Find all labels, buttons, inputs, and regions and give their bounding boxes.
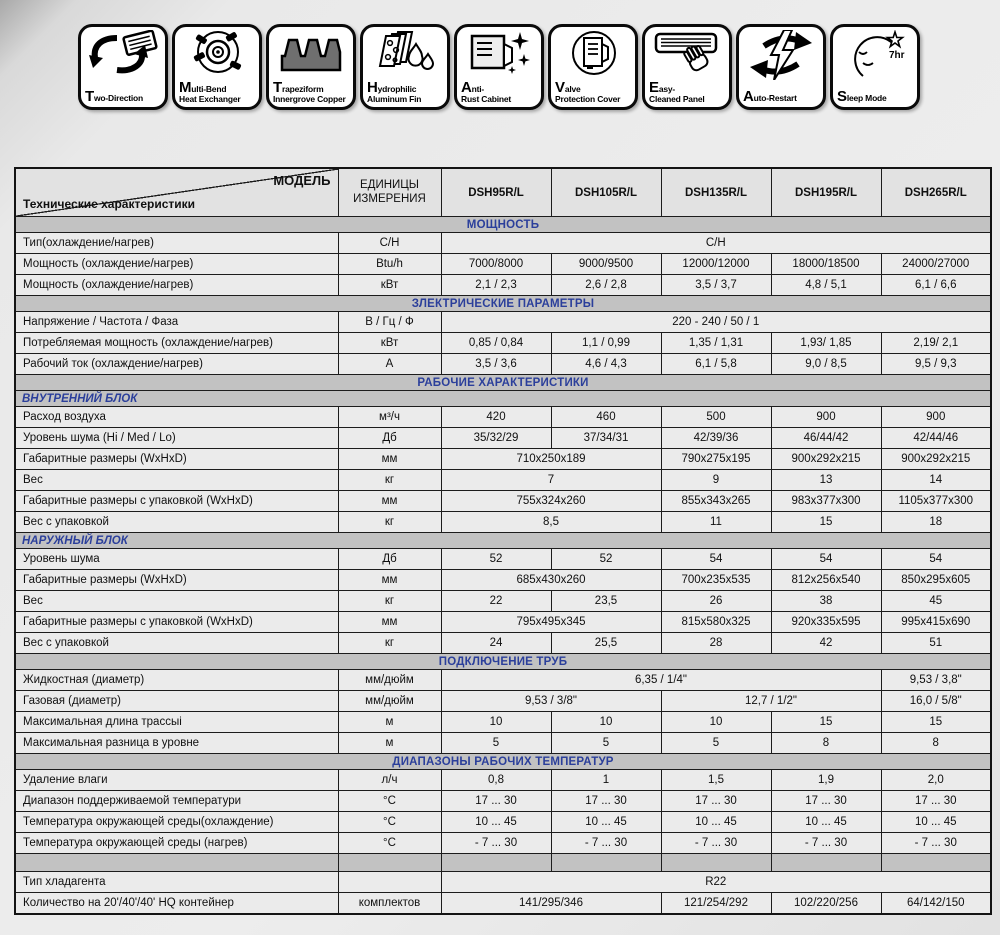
spec-value: 1,1 / 0,99: [551, 333, 661, 354]
spec-value: 24: [441, 633, 551, 654]
spec-unit: °С: [338, 812, 441, 833]
spacer-cell: [441, 854, 551, 872]
spec-value: 9,53 / 3,8": [881, 670, 991, 691]
spec-value: 13: [771, 470, 881, 491]
spec-unit: м: [338, 733, 441, 754]
spec-value: 9: [661, 470, 771, 491]
badge-trapeziform-innergrove-copper: [266, 24, 356, 110]
sleep-hours-text: 7hr: [889, 50, 905, 61]
spec-value: 1,9: [771, 770, 881, 791]
spec-value: 220 - 240 / 50 / 1: [441, 312, 991, 333]
spec-table: [14, 167, 992, 915]
subsection-row: [15, 533, 991, 549]
spec-value: 52: [441, 549, 551, 570]
spec-unit: кВт: [338, 333, 441, 354]
spec-unit: мм/дюйм: [338, 670, 441, 691]
spacer-cell: [771, 854, 881, 872]
spec-value: 10 ... 45: [441, 812, 551, 833]
spec-row: [15, 354, 991, 375]
spec-label: Температура окружающей среды(охлаждение): [15, 812, 338, 833]
spec-row: [15, 491, 991, 512]
spec-value: 3,5 / 3,7: [661, 275, 771, 296]
spec-value: 11: [661, 512, 771, 533]
spec-unit: мм: [338, 612, 441, 633]
spec-value: 812x256x540: [771, 570, 881, 591]
spec-value: 12000/12000: [661, 254, 771, 275]
spec-value: 17 ... 30: [551, 791, 661, 812]
spec-value: 9,53 / 3/8": [441, 691, 661, 712]
spec-unit: [338, 872, 441, 893]
model-characteristics-header-cell: [15, 168, 338, 217]
trapeziform-innergrove-copper-icon: [278, 30, 344, 74]
spec-unit: А: [338, 354, 441, 375]
spec-value: 54: [771, 549, 881, 570]
spec-value: 10 ... 45: [881, 812, 991, 833]
section-row: [15, 754, 991, 770]
spec-label: Расход воздуха: [15, 407, 338, 428]
spec-value: 8: [771, 733, 881, 754]
spec-value: 4,6 / 4,3: [551, 354, 661, 375]
badge-label: Valve Protection Cover: [555, 79, 621, 105]
spec-value: 6,1 / 6,6: [881, 275, 991, 296]
spec-unit: мм: [338, 449, 441, 470]
badge-auto-restart: [736, 24, 826, 110]
easy-cleaned-panel-icon: [652, 30, 722, 76]
badge-anti-rust-cabinet: [454, 24, 544, 110]
spec-unit: мм: [338, 491, 441, 512]
spec-unit: кг: [338, 591, 441, 612]
spec-label: Вес: [15, 591, 338, 612]
spec-value: 900x292x215: [771, 449, 881, 470]
spec-value: 500: [661, 407, 771, 428]
anti-rust-cabinet-icon: [466, 30, 532, 76]
spec-value: 2,6 / 2,8: [551, 275, 661, 296]
spec-value: 17 ... 30: [771, 791, 881, 812]
spec-row: [15, 791, 991, 812]
spec-value: R22: [441, 872, 991, 893]
spec-value: - 7 ... 30: [881, 833, 991, 854]
spec-value: 17 ... 30: [661, 791, 771, 812]
spec-value: 42: [771, 633, 881, 654]
model-column-header: DSH135R/L: [661, 168, 771, 217]
spec-value: 700x235x535: [661, 570, 771, 591]
badge-label: Trapeziform Innergrove Copper: [273, 79, 346, 105]
spec-row: [15, 470, 991, 491]
spec-row: [15, 449, 991, 470]
spec-row: [15, 333, 991, 354]
spec-unit: В / Гц / Ф: [338, 312, 441, 333]
spec-row: [15, 893, 991, 915]
spec-value: - 7 ... 30: [441, 833, 551, 854]
model-column-header: DSH265R/L: [881, 168, 991, 217]
spec-row: [15, 233, 991, 254]
spec-label: Напряжение / Частота / Фаза: [15, 312, 338, 333]
spec-row: [15, 812, 991, 833]
spec-unit: комплектов: [338, 893, 441, 915]
section-header: ДИАПАЗОНЫ РАБОЧИХ ТЕМПЕРАТУР: [15, 754, 991, 770]
spec-value: 795x495x345: [441, 612, 661, 633]
model-header-label: МОДЕЛЬ: [273, 173, 331, 188]
spec-value: 1105x377x300: [881, 491, 991, 512]
spec-label: Газовая (диаметр): [15, 691, 338, 712]
spec-unit: °С: [338, 791, 441, 812]
spec-row: [15, 712, 991, 733]
spec-label: Вес с упаковкой: [15, 512, 338, 533]
spec-value: 54: [661, 549, 771, 570]
spec-value: 10: [441, 712, 551, 733]
spec-row: [15, 570, 991, 591]
badge-two-direction: [78, 24, 168, 110]
spec-value: 121/254/292: [661, 893, 771, 915]
spec-label: Габаритные размеры (WxHxD): [15, 570, 338, 591]
spec-value: 4,8 / 5,1: [771, 275, 881, 296]
valve-protection-cover-icon: [560, 30, 626, 76]
spec-label: Рабочий ток (охлаждение/нагрев): [15, 354, 338, 375]
spec-value: 52: [551, 549, 661, 570]
section-row: [15, 375, 991, 391]
spec-row: [15, 670, 991, 691]
spec-value: 920x335x595: [771, 612, 881, 633]
badge-label: Easy- Cleaned Panel: [649, 79, 705, 105]
spec-label: Количество на 20'/40'/40' HQ контейнер: [15, 893, 338, 915]
spec-value: 38: [771, 591, 881, 612]
spec-value: 420: [441, 407, 551, 428]
badge-valve-protection-cover: [548, 24, 638, 110]
spec-value: - 7 ... 30: [551, 833, 661, 854]
spec-value: 64/142/150: [881, 893, 991, 915]
badge-label: Anti- Rust Cabinet: [461, 79, 512, 105]
spec-unit: кг: [338, 633, 441, 654]
spec-value: 2,19/ 2,1: [881, 333, 991, 354]
spec-value: 2,0: [881, 770, 991, 791]
spec-value: 28: [661, 633, 771, 654]
spec-label: Мощность (охлаждение/нагрев): [15, 275, 338, 296]
spec-value: 8,5: [441, 512, 661, 533]
section-header: РАБОЧИЕ ХАРАКТЕРИСТИКИ: [15, 375, 991, 391]
units-header: ЕДИНИЦЫ ИЗМЕРЕНИЯ: [338, 168, 441, 217]
spec-value: 900x292x215: [881, 449, 991, 470]
spec-value: 9000/9500: [551, 254, 661, 275]
spec-unit: Дб: [338, 549, 441, 570]
spec-label: Габаритные размеры с упаковкой (WxHxD): [15, 491, 338, 512]
spec-label: Диапазон поддерживаемой температури: [15, 791, 338, 812]
spec-value: 18000/18500: [771, 254, 881, 275]
spec-value: - 7 ... 30: [661, 833, 771, 854]
spec-row: [15, 633, 991, 654]
spacer-cell: [661, 854, 771, 872]
spec-value: 6,35 / 1/4": [441, 670, 881, 691]
spec-value: 102/220/256: [771, 893, 881, 915]
spec-row: [15, 254, 991, 275]
spec-row: [15, 428, 991, 449]
spec-value: 5: [661, 733, 771, 754]
spacer-row: [15, 854, 991, 872]
spec-unit: °С: [338, 833, 441, 854]
spec-value: 7000/8000: [441, 254, 551, 275]
badge-sleep-mode: [830, 24, 920, 110]
spec-value: 15: [881, 712, 991, 733]
spacer-cell: [15, 854, 338, 872]
spec-value: 5: [551, 733, 661, 754]
spec-value: 815x580x325: [661, 612, 771, 633]
spec-unit: кг: [338, 512, 441, 533]
spec-value: 141/295/346: [441, 893, 661, 915]
spec-value: 17 ... 30: [441, 791, 551, 812]
spec-value: - 7 ... 30: [771, 833, 881, 854]
spec-value: 18: [881, 512, 991, 533]
badge-multi-bend-heat-exchanger: [172, 24, 262, 110]
spec-label: Уровень шума (Hi / Med / Lo): [15, 428, 338, 449]
badge-label: Sleep Mode: [837, 87, 887, 105]
multi-bend-heat-exchanger-icon: [184, 30, 250, 74]
spec-value: 1,93/ 1,85: [771, 333, 881, 354]
spec-value: С/Н: [441, 233, 991, 254]
spec-label: Потребляемая мощность (охлаждение/нагрев): [15, 333, 338, 354]
spec-value: 1: [551, 770, 661, 791]
spec-row: [15, 733, 991, 754]
spec-value: 850x295x605: [881, 570, 991, 591]
spec-value: 10: [661, 712, 771, 733]
spec-row: [15, 312, 991, 333]
spec-label: Тип(охлаждение/нагрев): [15, 233, 338, 254]
spec-value: 6,1 / 5,8: [661, 354, 771, 375]
badge-hydrophilic-aluminum-fin: [360, 24, 450, 110]
two-direction-icon: [87, 30, 159, 76]
spec-label: Тип хладагента: [15, 872, 338, 893]
spec-label: Уровень шума: [15, 549, 338, 570]
spec-unit: С/Н: [338, 233, 441, 254]
spec-value: 9,5 / 9,3: [881, 354, 991, 375]
section-row: [15, 217, 991, 233]
spec-value: 26: [661, 591, 771, 612]
subsection-row: [15, 391, 991, 407]
spacer-cell: [338, 854, 441, 872]
spec-value: 855x343x265: [661, 491, 771, 512]
model-column-header: DSH105R/L: [551, 168, 661, 217]
spec-row: [15, 549, 991, 570]
spec-row: [15, 512, 991, 533]
auto-restart-icon: [748, 30, 814, 80]
spec-value: 900: [881, 407, 991, 428]
spacer-cell: [881, 854, 991, 872]
spec-label: Вес с упаковкой: [15, 633, 338, 654]
spec-value: 755x324x260: [441, 491, 661, 512]
spec-value: 42/39/36: [661, 428, 771, 449]
spec-value: 983x377x300: [771, 491, 881, 512]
badge-label: Multi-Bend Heat Exchanger: [179, 79, 241, 105]
spec-row: [15, 872, 991, 893]
badge-label: Two-Direction: [85, 87, 144, 105]
spec-label: Жидкостная (диаметр): [15, 670, 338, 691]
spec-value: 0,85 / 0,84: [441, 333, 551, 354]
spec-value: 8: [881, 733, 991, 754]
spec-unit: мм/дюйм: [338, 691, 441, 712]
spec-label: Температура окружающей среды (нагрев): [15, 833, 338, 854]
section-header: ЗЛЕКТРИЧЕСКИЕ ПАРАМЕТРЫ: [15, 296, 991, 312]
model-column-header: DSH195R/L: [771, 168, 881, 217]
hydrophilic-aluminum-fin-icon: [372, 30, 438, 76]
spec-value: 710x250x189: [441, 449, 661, 470]
spec-value: 3,5 / 3,6: [441, 354, 551, 375]
spec-value: 5: [441, 733, 551, 754]
spec-unit: л/ч: [338, 770, 441, 791]
section-row: [15, 296, 991, 312]
spec-unit: мм: [338, 570, 441, 591]
spec-row: [15, 691, 991, 712]
spec-unit: кг: [338, 470, 441, 491]
spec-value: 15: [771, 712, 881, 733]
spec-value: 685x430x260: [441, 570, 661, 591]
spec-value: 23,5: [551, 591, 661, 612]
spec-value: 10: [551, 712, 661, 733]
spec-value: 15: [771, 512, 881, 533]
spec-value: 2,1 / 2,3: [441, 275, 551, 296]
spec-value: 900: [771, 407, 881, 428]
spec-value: 45: [881, 591, 991, 612]
spec-value: 460: [551, 407, 661, 428]
sleep-mode-icon: [841, 30, 909, 78]
spec-value: 24000/27000: [881, 254, 991, 275]
spec-unit: м: [338, 712, 441, 733]
spec-label: Максимальная разница в уровне: [15, 733, 338, 754]
spec-value: 25,5: [551, 633, 661, 654]
model-column-header: DSH95R/L: [441, 168, 551, 217]
section-header: МОЩНОСТЬ: [15, 217, 991, 233]
badge-label: Auto-Restart: [743, 87, 797, 105]
spec-unit: м³/ч: [338, 407, 441, 428]
spec-label: Максимальная длина трассыі: [15, 712, 338, 733]
spec-row: [15, 833, 991, 854]
spec-label: Вес: [15, 470, 338, 491]
spec-row: [15, 591, 991, 612]
spec-label: Габаритные размеры (WxHxD): [15, 449, 338, 470]
spec-value: 10 ... 45: [661, 812, 771, 833]
spec-value: 1,5: [661, 770, 771, 791]
spec-value: 16,0 / 5/8": [881, 691, 991, 712]
section-header: ПОДКЛЮЧЕНИЕ ТРУБ: [15, 654, 991, 670]
badge-label: Hydrophilic Aluminum Fin: [367, 79, 422, 105]
spec-row: [15, 407, 991, 428]
section-row: [15, 654, 991, 670]
spec-value: 12,7 / 1/2": [661, 691, 881, 712]
spec-value: 46/44/42: [771, 428, 881, 449]
subsection-header: НАРУЖНЫЙ БЛОК: [15, 533, 991, 549]
spec-label: Габаритные размеры с упаковкой (WxHxD): [15, 612, 338, 633]
spec-value: 10 ... 45: [551, 812, 661, 833]
characteristics-header-label: Технические характеристики: [23, 197, 196, 211]
spec-label: Мощность (охлаждение/нагрев): [15, 254, 338, 275]
spec-row: [15, 612, 991, 633]
spec-row: [15, 275, 991, 296]
spec-value: 35/32/29: [441, 428, 551, 449]
spec-unit: Btu/h: [338, 254, 441, 275]
spec-label: Удаление влаги: [15, 770, 338, 791]
spec-value: 22: [441, 591, 551, 612]
spec-value: 995x415x690: [881, 612, 991, 633]
spec-value: 37/34/31: [551, 428, 661, 449]
spec-value: 10 ... 45: [771, 812, 881, 833]
spec-value: 51: [881, 633, 991, 654]
subsection-header: ВНУТРЕННИЙ БЛОК: [15, 391, 991, 407]
spec-value: 9,0 / 8,5: [771, 354, 881, 375]
spacer-cell: [551, 854, 661, 872]
feature-badges-row: [78, 24, 920, 110]
spec-value: 17 ... 30: [881, 791, 991, 812]
badge-easy-cleaned-panel: [642, 24, 732, 110]
spec-row: [15, 770, 991, 791]
spec-value: 42/44/46: [881, 428, 991, 449]
spec-value: 7: [441, 470, 661, 491]
table-header-row: [15, 168, 991, 217]
spec-value: 54: [881, 549, 991, 570]
spec-value: 790x275x195: [661, 449, 771, 470]
spec-value: 0,8: [441, 770, 551, 791]
spec-unit: Дб: [338, 428, 441, 449]
spec-value: 14: [881, 470, 991, 491]
spec-unit: кВт: [338, 275, 441, 296]
spec-value: 1,35 / 1,31: [661, 333, 771, 354]
